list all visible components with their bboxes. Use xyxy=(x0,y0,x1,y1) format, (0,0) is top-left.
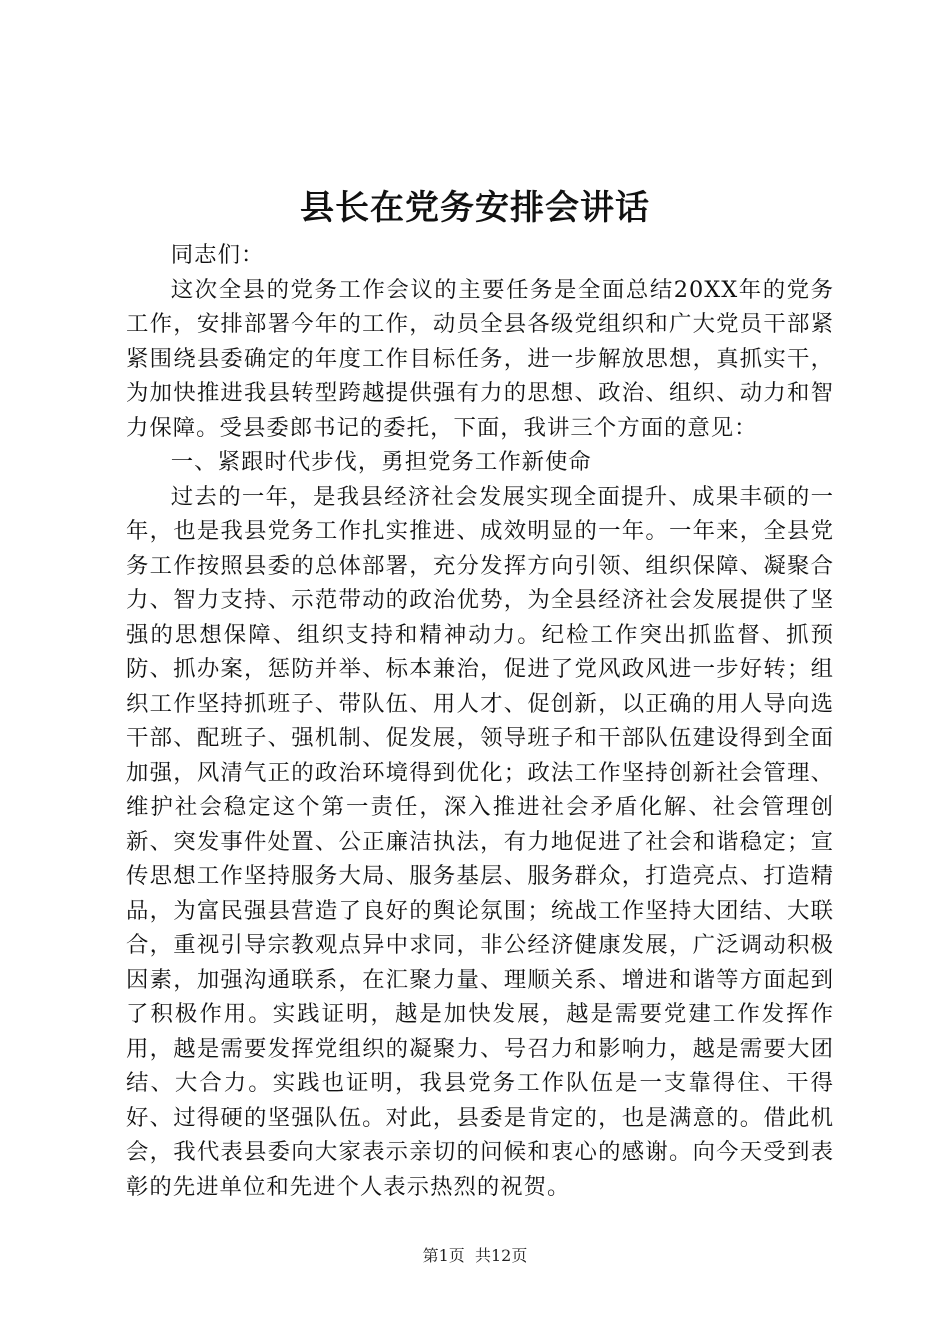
body-paragraph: 过去的一年，是我县经济社会发展实现全面提升、成果丰硕的一年，也是我县党务工作扎实推进、成效明显的一年。一年来，全县党务工作按照县委的总体部署，充分发挥方向引领、组织保障、凝聚合力、智力支持、示范带动的政治优势，为全县经济社会发展提供了坚强的思想保障、组织支持和精神动力。纪检工作突出抓监督、抓预防、抓办案，惩防并举、标本兼治，促进了党风政风进一步好转；组织工作坚持抓班子、带队伍、用人才、促创新，以正确的用人导向选干部、配班子、强机制、促发展，领导班子和干部队伍建设得到全面加强，风清气正的政治环境得到优化；政法工作坚持创新社会管理、维护社会稳定这个第一责任，深入推进社会矛盾化解、社会管理创新、突发事件处置、公正廉洁执法，有力地促进了社会和谐稳定；宣传思想工作坚持服务大局、服务基层、服务群众，打造亮点、打造精品，为富民强县营造了良好的舆论氛围；统战工作坚持大团结、大联合，重视引导宗教观点异中求同，非公经济健康发展，广泛调动积极因素，加强沟通联系，在汇聚力量、理顺关系、增进和谐等方面起到了积极作用。实践证明，越是加快发展，越是需要党建工作发挥作用，越是需要发挥党组织的凝聚力、号召力和影响力，越是需要大团结、大合力。实践也证明，我县党务工作队伍是一支靠得住、干得好、过得硬的坚强队伍。对此，县委是肯定的，也是满意的。借此机会，我代表县委向大家表示亲切的问候和衷心的感谢。向今天受到表彰的先进单位和先进个人表示热烈的祝贺。 xyxy=(126,483,834,1200)
page-number: 第1页 xyxy=(422,1246,465,1265)
salutation-paragraph: 同志们： xyxy=(170,242,265,268)
document-title: 县长在党务安排会讲话 xyxy=(300,188,650,228)
page-footer xyxy=(0,1246,950,1266)
section-heading: 一、紧跟时代步伐，勇担党务工作新使命 xyxy=(170,449,592,475)
page-total: 共12页 xyxy=(474,1246,528,1265)
document-body xyxy=(126,238,834,1204)
intro-paragraph: 这次全县的党务工作会议的主要任务是全面总结20XX年的党务工作，安排部署今年的工作，动员全县各级党组织和广大党员干部紧紧围绕县委确定的年度工作目标任务，进一步解放思想，真抓实干，为加快推进我县转型跨越提供强有力的思想、政治、组织、动力和智力保障。受县委郎书记的委托，下面，我讲三个方面的意见： xyxy=(126,276,834,441)
